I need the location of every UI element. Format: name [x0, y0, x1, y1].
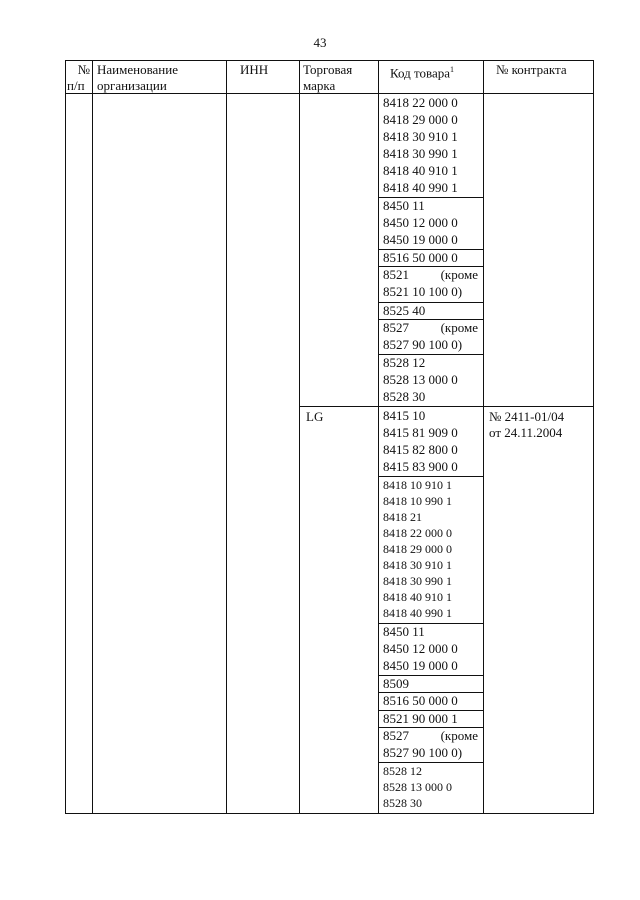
header-org-line2: организации: [97, 78, 167, 93]
header-num-abbr: п/п: [67, 78, 85, 93]
brand-name: LG: [306, 409, 324, 424]
table-border-left: [65, 60, 66, 814]
code-item: 8450 19 000 0: [383, 658, 458, 673]
column-divider-4: [378, 60, 379, 814]
code-item: 8418 40 910 1: [383, 590, 452, 604]
code-item-split: [383, 728, 478, 744]
code-item: 8528 13 000 0: [383, 372, 458, 387]
code-item: 8415 81 909 0: [383, 425, 458, 440]
code-item: 8528 13 000 0: [383, 780, 452, 794]
code-item: 8516 50 000 0: [383, 250, 458, 265]
code-item-split: [383, 320, 478, 336]
code-item: 8418 10 990 1: [383, 494, 452, 508]
code-item: 8415 83 900 0: [383, 459, 458, 474]
group-divider: [299, 406, 593, 407]
contract-number: № 2411-01/04: [489, 409, 565, 424]
code-item: 8528 30: [383, 796, 422, 810]
code-item: 8527: [383, 728, 409, 743]
header-code-footnote: 1: [450, 65, 455, 74]
header-code-label: Код товара: [390, 65, 451, 81]
code-item: 8528 30: [383, 389, 426, 404]
code-item: 8418 30 910 1: [383, 558, 452, 572]
code-item: 8450 11: [383, 624, 425, 639]
code-item: 8509: [383, 676, 409, 691]
code-item: 8521 10 100 0): [383, 284, 463, 299]
code-item: 8418 29 000 0: [383, 112, 458, 127]
column-divider-1: [92, 60, 93, 814]
code-item: 8528 12: [383, 355, 426, 370]
code-item: 8418 40 990 1: [383, 180, 458, 195]
code-item: 8418 40 990 1: [383, 606, 452, 620]
header-org-line1: Наименование: [97, 62, 178, 77]
page-number: 43: [313, 35, 327, 50]
column-divider-3: [299, 60, 300, 814]
code-item: 8418 22 000 0: [383, 95, 458, 110]
header-brand-line1: Торговая: [303, 62, 353, 77]
code-item: 8527 90 100 0): [383, 745, 463, 760]
code-item: 8528 12: [383, 764, 422, 778]
code-item: 8450 12 000 0: [383, 641, 458, 656]
code-item: 8527: [383, 320, 409, 335]
code-item: 8525 40: [383, 303, 426, 318]
table-border-bottom: [65, 813, 594, 814]
table-border-right: [593, 60, 594, 814]
code-item: 8415 10: [383, 408, 426, 423]
code-exception-label: (кроме: [440, 320, 478, 335]
code-item: 8418 22 000 0: [383, 526, 452, 540]
code-item: 8418 10 910 1: [383, 478, 452, 492]
code-item: 8521 90 000 1: [383, 711, 458, 726]
code-item: 8418 21: [383, 510, 422, 524]
header-contract: № контракта: [496, 62, 567, 77]
code-item: 8418 29 000 0: [383, 542, 452, 556]
code-item: 8450 19 000 0: [383, 232, 458, 247]
code-item: 8418 30 990 1: [383, 574, 452, 588]
code-item: 8418 30 990 1: [383, 146, 458, 161]
header-inn: ИНН: [240, 62, 269, 77]
code-item: 8527 90 100 0): [383, 337, 463, 352]
table-border-top: [65, 60, 594, 61]
header-brand-line2: марка: [303, 78, 336, 93]
column-divider-2: [226, 60, 227, 814]
code-item: 8418 40 910 1: [383, 163, 458, 178]
code-item-split: [383, 267, 478, 283]
code-item: 8415 82 800 0: [383, 442, 458, 457]
code-item: 8450 11: [383, 198, 425, 213]
contract-date: от 24.11.2004: [489, 425, 563, 440]
code-exception-label: (кроме: [440, 267, 478, 282]
code-item: 8521: [383, 267, 409, 282]
header-num-symbol: №: [77, 62, 90, 77]
code-item: 8516 50 000 0: [383, 693, 458, 708]
code-exception-label: (кроме: [440, 728, 478, 743]
column-divider-5: [483, 60, 484, 814]
code-item: 8450 12 000 0: [383, 215, 458, 230]
header-code: [390, 62, 454, 81]
code-item: 8418 30 910 1: [383, 129, 458, 144]
